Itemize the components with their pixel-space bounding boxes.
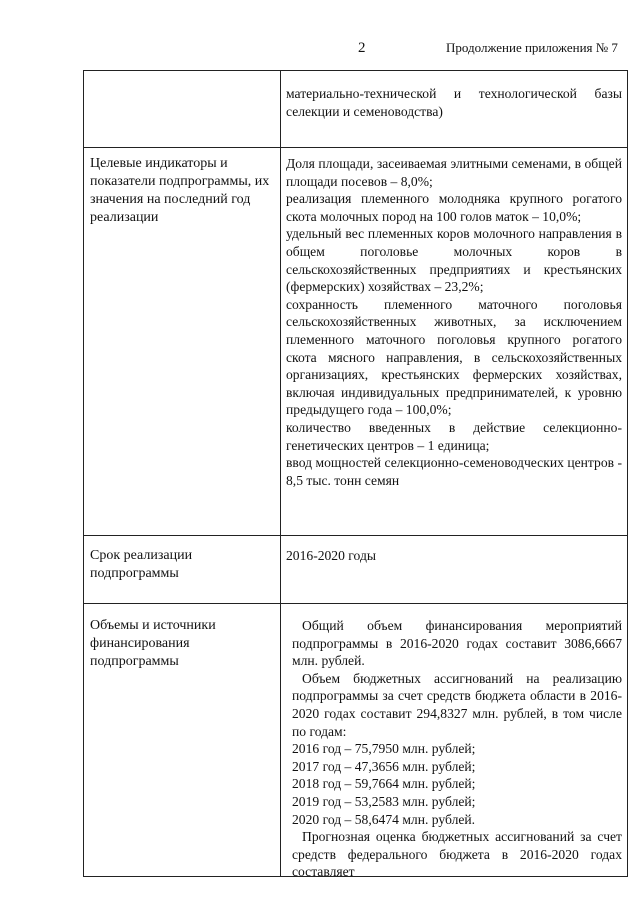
content-paragraph: сохранность племенного маточного поголовья сельскохозяйственных животных, за исключением племенного маточного поголовья крупного рогатого скота мясного направления, в сельскохозяйственных организациях, крестьянских фермерских хозяйствах, включая индивидуальных предпринимателей, к уровню предыдущего года – 100,0%;: [286, 296, 622, 418]
row-label: Объемы и источники финансирования подпрограммы: [90, 618, 216, 669]
content-paragraph: реализация племенного молодняка крупного рогатого скота молочных пород на 100 голов маток – 10,0%;: [286, 191, 622, 224]
content-paragraph: материально-технической и технологической базы селекции и семеноводства): [286, 86, 622, 119]
table-row: [84, 71, 627, 147]
content-paragraph: 2020 год – 58,6474 млн. рублей.: [292, 811, 476, 827]
content-paragraph: 2016 год – 75,7950 млн. рублей;: [292, 741, 476, 757]
content-paragraph: Общий объем финансирования мероприятий подпрограммы в 2016-2020 годах составит 3086,6667 млн. рублей.: [292, 618, 622, 669]
content-paragraph: количество введенных в действие селекционно-генетических центров – 1 единица;: [286, 419, 622, 453]
table-row: [84, 603, 627, 878]
content-paragraph: 2019 год – 53,2583 млн. рублей;: [292, 793, 476, 809]
table-row: [84, 147, 627, 535]
content-paragraph: 2016-2020 годы: [286, 548, 376, 563]
row-label: Срок реализации подпрограммы: [90, 548, 193, 581]
content-paragraph: удельный вес племенных коров молочного направления в общем поголовье молочных коров в сельскохозяйственных предприятиях и крестьянских (фермерских) хозяйствах – 23,2%;: [286, 226, 622, 295]
page-number: 2: [358, 40, 366, 56]
row-content: [292, 617, 622, 881]
content-paragraph: ввод мощностей селекционно-семеноводческих центров - 8,5 тыс. тонн семян: [286, 455, 622, 488]
content-paragraph: 2017 год – 47,3656 млн. рублей;: [292, 758, 476, 774]
row-label: Целевые индикаторы и показатели подпрограммы, их значения на последний год реализации: [90, 156, 270, 225]
content-paragraph: Объем бюджетных ассигнований на реализацию подпрограммы за счет средств бюджета области в 2016-2020 годах составит 294,8327 млн. рублей, в том числе по годам:: [292, 670, 622, 739]
row-content: [286, 547, 622, 565]
content-paragraph: Доля площади, засеиваемая элитными семенами, в общей площади посевов – 8,0%;: [286, 156, 622, 189]
row-content: [286, 85, 622, 120]
content-paragraph: 2018 год – 59,7664 млн. рублей;: [292, 776, 476, 792]
table-row: [84, 535, 627, 603]
passport-table: [83, 70, 628, 880]
row-content: [286, 155, 622, 489]
continuation-header: Продолжение приложения № 7: [446, 40, 618, 55]
content-paragraph: Прогнозная оценка бюджетных ассигнований за счет средств федерального бюджета в 2016-2020 годах составляет: [292, 829, 622, 880]
